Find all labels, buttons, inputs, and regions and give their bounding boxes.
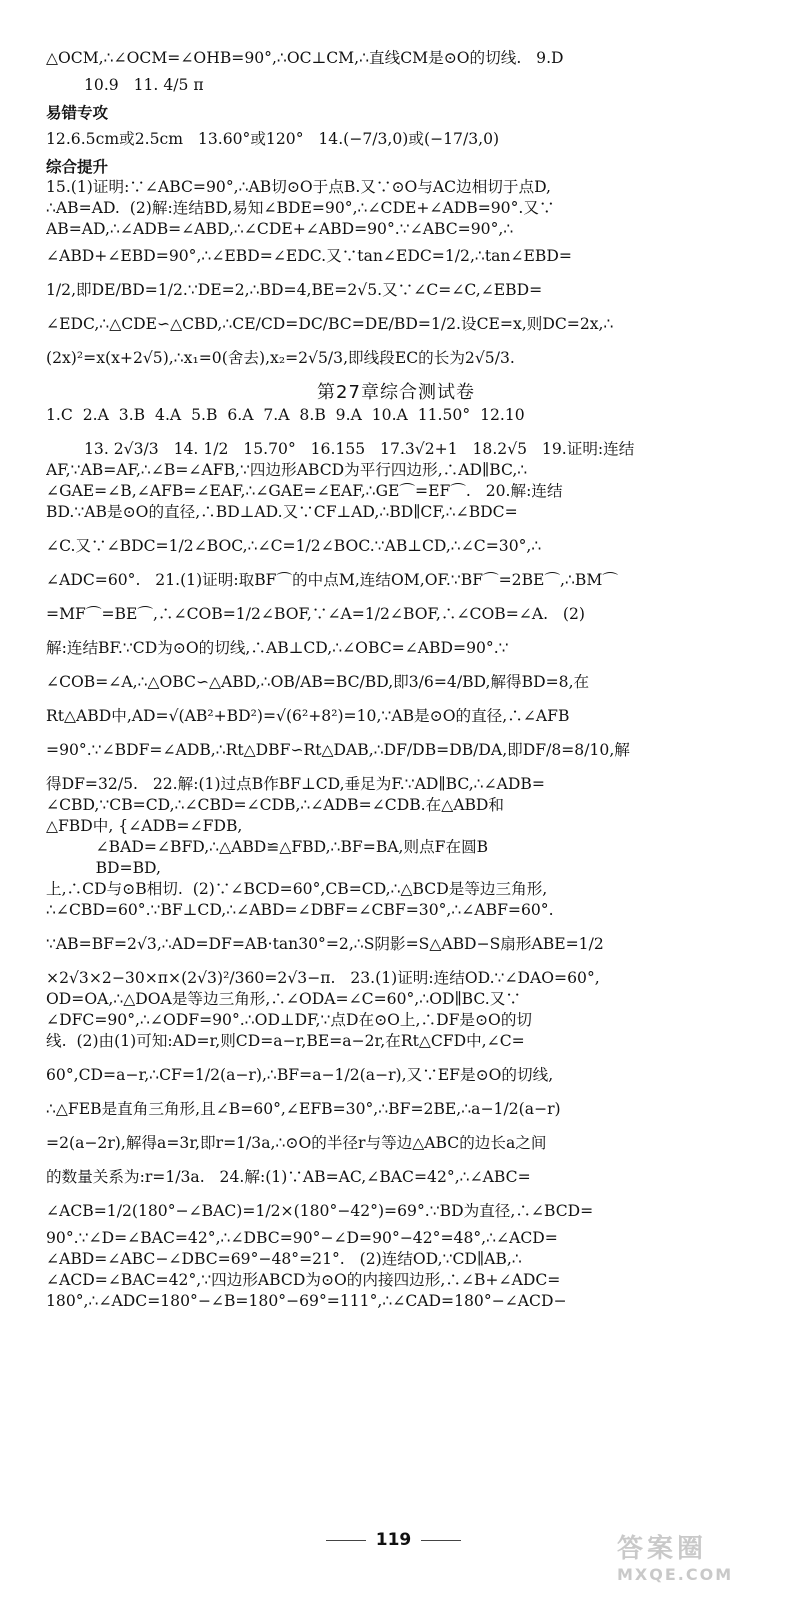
chapter-title: 第27章综合测试卷 bbox=[317, 382, 475, 403]
watermark-bottom: MXQE.COM bbox=[617, 1565, 734, 1584]
text-line: ∠ACB=1/2(180°−∠BAC)=1/2×(180°−42°)=69°.∵BD为直径,∴∠BCD= bbox=[46, 1202, 594, 1220]
text-line: 180°,∴∠ADC=180°−∠B=180°−69°=111°,∴∠CAD=180°−∠ACD− bbox=[46, 1292, 567, 1310]
text-line: ∠ACD=∠BAC=42°,∵四边形ABCD为⊙O的内接四边形,∴∠B+∠ADC= bbox=[46, 1271, 561, 1289]
text-line: AB=AD,∴∠ADB=∠ABD,∴∠CDE+∠ABD=90°.∵∠ABC=90°,∴ bbox=[46, 220, 514, 238]
text-line: ×2√3×2−30×π×(2√3)²/360=2√3−π. 23.(1)证明:连结OD.∵∠DAO=60°, bbox=[46, 969, 600, 987]
text-line: 15.(1)证明:∵∠ABC=90°,∴AB切⊙O于点B.又∵⊙O与AC边相切于点D, bbox=[46, 178, 551, 196]
text-line: ∴∠CBD=60°.∵BF⊥CD,∴∠ABD=∠DBF=∠CBF=30°,∴∠ABF=60°. bbox=[46, 901, 554, 919]
text-line: ∠ABD=∠ABC−∠DBC=69°−48°=21°. (2)连结OD,∵CD∥AB,∴ bbox=[46, 1250, 522, 1268]
text-line: 60°,CD=a−r,∴CF=1/2(a−r),∴BF=a−1/2(a−r),又∵EF是⊙O的切线, bbox=[46, 1066, 554, 1084]
section-heading-zonghe: 综合提升 bbox=[46, 158, 109, 176]
text-line: =2(a−2r),解得a=3r,即r=1/3a,∴⊙O的半径r与等边△ABC的边长a之间 bbox=[46, 1134, 547, 1152]
page-number-rule bbox=[421, 1540, 461, 1541]
text-line: ∴△FEB是直角三角形,且∠B=60°,∠EFB=30°,∴BF=2BE,∴a−1/2(a−r) bbox=[46, 1100, 561, 1118]
page-number-rule bbox=[326, 1540, 366, 1541]
text-line: ∠DFC=90°,∴∠ODF=90°.∴OD⊥DF,∵点D在⊙O上,∴DF是⊙O的切 bbox=[46, 1011, 533, 1029]
text-line: BD=BD, bbox=[46, 859, 161, 877]
text-line: ∠CBD,∵CB=CD,∴∠CBD=∠CDB,∴∠ADB=∠CDB.在△ABD和 bbox=[46, 796, 505, 814]
page-number-text: 119 bbox=[375, 1530, 412, 1550]
text-line: △FBD中, {∠ADB=∠FDB, bbox=[46, 817, 243, 835]
text-line: OD=OA,∴△DOA是等边三角形,∴∠ODA=∠C=60°,∴OD∥BC.又∵ bbox=[46, 990, 521, 1008]
text-line: ∠ABD+∠EBD=90°,∴∠EBD=∠EDC.又∵tan∠EDC=1/2,∴tan∠EBD= bbox=[46, 247, 572, 265]
text-line: =MF⌒=BE⌒,∴∠COB=1/2∠BOF,∵∠A=1/2∠BOF,∴∠COB=∠A. (2) bbox=[46, 605, 586, 623]
watermark-logo bbox=[617, 1528, 767, 1592]
text-line: ∠ADC=60°. 21.(1)证明:取BF⌒的中点M,连结OM,OF.∵BF⌒=2BE⌒,∴BM⌒ bbox=[46, 571, 618, 589]
text-line: ∵AB=BF=2√3,∴AD=DF=AB·tan30°=2,∴S阴影=S△ABD−S扇形ABE=1/2 bbox=[46, 935, 604, 953]
text-line: 90°.∵∠D=∠BAC=42°,∴∠DBC=90°−∠D=90°−42°=48°,∴∠ACD= bbox=[46, 1229, 558, 1247]
text-line: (2x)²=x(x+2√5),∴x₁=0(舍去),x₂=2√5/3,即线段EC的长为2√5/3. bbox=[46, 349, 515, 367]
text-line: ∠GAE=∠B,∠AFB=∠EAF,∴∠GAE=∠EAF,∴GE⌒=EF⌒. 20.解:连结 bbox=[46, 482, 563, 500]
text-line: 10.9 11. 4/5 π bbox=[84, 76, 204, 94]
text-line: 解:连结BF.∵CD为⊙O的切线,∴AB⊥CD,∴∠OBC=∠ABD=90°.∵ bbox=[46, 639, 509, 657]
text-line: 1/2,即DE/BD=1/2.∵DE=2,∴BD=4,BE=2√5.又∵∠C=∠C,∠EBD= bbox=[46, 281, 543, 299]
text-line: 线. (2)由(1)可知:AD=r,则CD=a−r,BE=a−2r,在Rt△CFD中,∠C= bbox=[46, 1032, 525, 1050]
answer-page bbox=[46, 48, 746, 1312]
text-line: 的数量关系为:r=1/3a. 24.解:(1)∵AB=AC,∠BAC=42°,∴∠ABC= bbox=[46, 1168, 531, 1186]
text-line: ∴AB=AD. (2)解:连结BD,易知∠BDE=90°,∴∠CDE+∠ADB=90°.又∵ bbox=[46, 199, 555, 217]
text-line: ∠BAD=∠BFD,∴△ABD≌△FBD,∴BF=BA,则点F在圆B bbox=[46, 838, 489, 856]
text-line: ∠C.又∵∠BDC=1/2∠BOC,∴∠C=1/2∠BOC.∵AB⊥CD,∴∠C=30°,∴ bbox=[46, 537, 542, 555]
text-line: Rt△ABD中,AD=√(AB²+BD²)=√(6²+8²)=10,∵AB是⊙O的直径,∴∠AFB bbox=[46, 707, 570, 725]
text-line: 13. 2√3/3 14. 1/2 15.70° 16.155 17.3√2+1 18.2√5 19.证明:连结 bbox=[84, 440, 635, 458]
text-line: 1.C 2.A 3.B 4.A 5.B 6.A 7.A 8.B 9.A 10.A 11.50° 12.10 bbox=[46, 406, 525, 424]
text-line: 得DF=32/5. 22.解:(1)过点B作BF⊥CD,垂足为F.∵AD∥BC,∴∠ADB= bbox=[46, 775, 545, 793]
text-line: ∠COB=∠A,∴△OBC∽△ABD,∴OB/AB=BC/BD,即3/6=4/BD,解得BD=8,在 bbox=[46, 673, 590, 691]
text-line: 上,∴CD与⊙B相切. (2)∵∠BCD=60°,CB=CD,∴△BCD是等边三角形, bbox=[46, 880, 548, 898]
text-line: 12.6.5cm或2.5cm 13.60°或120° 14.(−7/3,0)或(−17/3,0) bbox=[46, 130, 500, 148]
watermark-top: 答案圈 bbox=[617, 1534, 708, 1564]
text-line: ∠EDC,∴△CDE∽△CBD,∴CE/CD=DC/BC=DE/BD=1/2.设CE=x,则DC=2x,∴ bbox=[46, 315, 614, 333]
section-heading-yicuo: 易错专攻 bbox=[46, 104, 109, 122]
text-line: △OCM,∴∠OCM=∠OHB=90°,∴OC⊥CM,∴直线CM是⊙O的切线. 9.D bbox=[46, 49, 564, 67]
text-line: AF,∵AB=AF,∴∠B=∠AFB,∵四边形ABCD为平行四边形,∴AD∥BC,∴ bbox=[46, 461, 528, 479]
text-line: BD.∵AB是⊙O的直径,∴BD⊥AD.又∵CF⊥AD,∴BD∥CF,∴∠BDC= bbox=[46, 503, 518, 521]
text-line: =90°.∵∠BDF=∠ADB,∴Rt△DBF∽Rt△DAB,∴DF/DB=DB/DA,即DF/8=8/10,解 bbox=[46, 741, 630, 759]
